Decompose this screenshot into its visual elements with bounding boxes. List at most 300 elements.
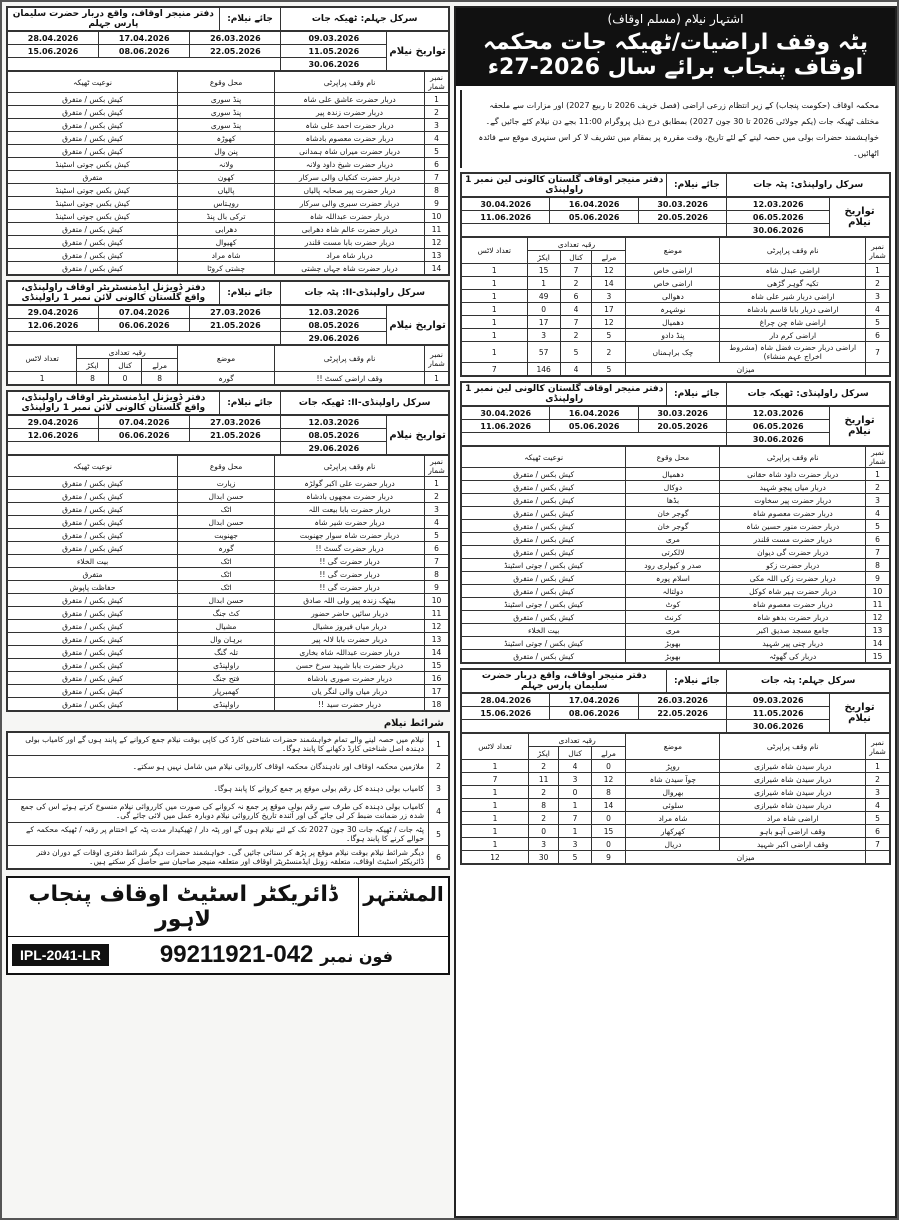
- kanal: 7: [560, 264, 592, 277]
- acre: 0: [528, 825, 558, 838]
- lots: 1: [462, 786, 529, 799]
- property-name: دربار حضرت شاہ سوار جھنوبت: [275, 529, 425, 542]
- serial-number: 6: [866, 533, 890, 546]
- lots: 1: [462, 277, 528, 290]
- location: حسن ابدال: [178, 594, 275, 607]
- auction-date: 08.06.2026: [550, 707, 638, 720]
- auction-date: 09.03.2026: [727, 694, 830, 707]
- kanal: 3: [559, 838, 591, 851]
- serial-number: 8: [866, 559, 890, 572]
- contract-type: کیش بکس / جوتی اسٹینڈ: [462, 637, 626, 650]
- auction-dates: [461, 693, 890, 733]
- venue-value: دفتر منیجر اوقاف گلستان کالونی لین نمبر 1 راولپنڈی: [462, 174, 667, 197]
- col-kanal: کنال: [559, 747, 591, 760]
- table-row: [8, 672, 449, 685]
- table-row: [462, 559, 890, 572]
- kanal: 0: [559, 786, 591, 799]
- col-marla: مرلے: [591, 747, 626, 760]
- terms-title: شرائط نیلام: [383, 718, 444, 729]
- auction-date: 15.06.2026: [462, 707, 550, 720]
- serial-number: 10: [866, 585, 890, 598]
- property-name: دربار میاں پیچو شہید: [720, 481, 866, 494]
- serial-number: 1: [425, 477, 449, 490]
- property-name: وقف اراضی آہو باہو: [720, 825, 866, 838]
- location: شاہ مراد: [178, 249, 275, 262]
- serial-number: 5: [866, 812, 890, 825]
- table-row: [8, 145, 449, 158]
- location: کٹ جنگ: [178, 607, 275, 620]
- venue-value: دفتر ڈویژنل ایڈمنسٹریٹر اوقاف راولپنڈی، واقع گلستان کالونی لائن نمبر 1 راولپنڈی: [8, 392, 220, 415]
- section-header: [7, 281, 449, 305]
- property-name: دربار حضرت بابا لالہ پیر: [275, 633, 425, 646]
- location: روہتاس: [178, 197, 275, 210]
- land-table: [7, 345, 449, 385]
- location: راولپنڈی: [178, 698, 275, 711]
- col-mauza: موضع: [626, 734, 720, 760]
- lots: 1: [462, 290, 528, 303]
- term-number: 3: [429, 778, 449, 800]
- term-text: کامیاب بولی دہندہ کل رقم بولی موقع پر جمع کروانے کا پابند ہوگا۔: [8, 778, 429, 800]
- table-row: [462, 773, 890, 786]
- section-rwp2-patta: [6, 280, 450, 386]
- contract-type: کیش بکس / متفرق: [8, 516, 178, 529]
- auction-date: 30.03.2026: [638, 198, 726, 211]
- kanal: 2: [560, 277, 592, 290]
- location: ترکی بال پنڈ: [178, 210, 275, 223]
- venue-value: دفتر منیجر اوقاف، واقع دربار حضرت سلیمان پارس جہلم: [8, 8, 220, 31]
- auction-date: 12.03.2026: [727, 407, 830, 420]
- auction-date: 29.04.2026: [8, 306, 99, 319]
- marla: 0: [591, 838, 626, 851]
- contract-type: کیش بکس / متفرق: [462, 533, 626, 546]
- serial-number: 2: [866, 773, 890, 786]
- auction-dates-label: تواریخ نیلام: [387, 306, 449, 345]
- col-property: نام وقف پراپرٹی: [275, 456, 425, 477]
- marla: 5: [592, 329, 626, 342]
- property-name: دربار میاں فیروز مشیال: [275, 620, 425, 633]
- term-text: کامیاب بولی دہندہ کی طرف سے رقم بولی موقع پر جمع نہ کروانے کی صورت میں کارروائی نیلام منسوخ کرتے ہوئے اس کی جمع شدہ زر ضمانت ضبط کر لی جائے گی اور آئندہ تاریخ کارروائی نیلام دوبارہ عمل میں لائی جائے گی۔: [8, 800, 429, 823]
- term-text: دیگر شرائط نیلام بوقت نیلام موقع پر پڑھ کر سنائی جائیں گی۔ خواہشمند حضرات دیگر شرائط دفتری اوقات کے دوران دفتر ڈائریکٹر اسٹیٹ اوقاف، متعلقہ زونل ایڈمنسٹریٹر اوقاف اور متعلقہ منیجر صاحبان سے حاصل کر سکتے ہیں۔: [8, 846, 429, 869]
- term-item: [8, 800, 449, 823]
- location: دولتالہ: [626, 585, 720, 598]
- property-name: تکیہ گوہر گڑھی: [720, 277, 866, 290]
- acre: 3: [527, 329, 560, 342]
- col-property: نام وقف پراپرٹی: [720, 734, 866, 760]
- auction-date: 20.05.2026: [638, 211, 726, 224]
- mauza: بھروال: [626, 786, 720, 799]
- serial-number: 17: [425, 685, 449, 698]
- acre: 17: [527, 316, 560, 329]
- contract-type: متفرق: [8, 171, 178, 184]
- term-number: 5: [429, 823, 449, 846]
- table-row: [8, 581, 449, 594]
- table-row: [8, 594, 449, 607]
- serial-number: 6: [866, 329, 890, 342]
- lots: 1: [462, 838, 529, 851]
- empty-cell: [8, 58, 281, 71]
- lots: 1: [462, 316, 528, 329]
- circle-title: سرکل جہلم: پٹہ جات: [727, 670, 890, 693]
- total-value: 9: [591, 851, 626, 864]
- lots: 1: [462, 329, 528, 342]
- auction-date: 05.06.2026: [550, 211, 638, 224]
- table-row: [8, 158, 449, 171]
- serial-number: 3: [866, 290, 890, 303]
- contract-type: کیش بکس / جوتی اسٹینڈ: [462, 598, 626, 611]
- property-name: دربار حضرت بابا مست قلندر: [275, 236, 425, 249]
- kanal: 4: [560, 303, 592, 316]
- kanal: 5: [560, 342, 592, 363]
- location: پالیاں: [178, 184, 275, 197]
- total-label: میزان: [626, 363, 866, 376]
- property-name: دربار سیدن شاہ شیرازی: [720, 799, 866, 812]
- col-serial: نمبر شمار: [866, 238, 890, 264]
- table-row: [462, 598, 890, 611]
- location: پنڈ سوری: [178, 93, 275, 106]
- terms-table: [7, 732, 449, 869]
- table-row: [462, 342, 890, 363]
- contract-type: حفاظت پاپوش: [8, 581, 178, 594]
- contract-type: کیش بکس جوتی اسٹینڈ: [8, 184, 178, 197]
- total-value: 5: [559, 851, 591, 864]
- property-name: اراضی دربار بابا قاسم بادشاہ: [720, 303, 866, 316]
- location: مری: [626, 533, 720, 546]
- mauza: سلوئی: [626, 799, 720, 812]
- location: کوٹ: [626, 598, 720, 611]
- serial-number: 9: [866, 572, 890, 585]
- table-row: [8, 236, 449, 249]
- property-name: دربار سیدن شاہ شیرازی: [720, 773, 866, 786]
- phone-number: [109, 941, 444, 969]
- term-item: [8, 756, 449, 778]
- marla: 0: [591, 760, 626, 773]
- location: اٹک: [178, 568, 275, 581]
- table-row: [8, 262, 449, 275]
- table-row: [462, 572, 890, 585]
- col-contract-type: نوعیت ٹھیکہ: [8, 72, 178, 93]
- location: پنن وال: [178, 145, 275, 158]
- property-name: دربار حضرت سید !!: [275, 698, 425, 711]
- property-name: دربار حضرت عاشق علی شاہ: [275, 93, 425, 106]
- lots: 1: [462, 812, 529, 825]
- table-row: [462, 520, 890, 533]
- auction-date: 12.03.2026: [727, 198, 830, 211]
- acre: 2: [528, 812, 558, 825]
- location: دوکال: [626, 481, 720, 494]
- location: کھون: [178, 171, 275, 184]
- advertiser-name: ڈائریکٹر اسٹیٹ اوقاف پنجاب لاہور: [28, 882, 338, 932]
- property-name: دربار چنی پیر شہید: [720, 637, 866, 650]
- contract-type: کیش بکس / متفرق: [8, 620, 178, 633]
- contract-type: کیش بکس / متفرق: [8, 477, 178, 490]
- location: اٹک: [178, 581, 275, 594]
- table-row: [8, 372, 449, 385]
- table-row: [8, 607, 449, 620]
- contract-type: کیش بکس / متفرق: [462, 468, 626, 481]
- auction-date: 17.04.2026: [550, 694, 638, 707]
- table-row: [462, 494, 890, 507]
- contract-type: کیش بکس / متفرق: [8, 646, 178, 659]
- marla: 12: [591, 773, 626, 786]
- property-name: دربار حضرت عبداللہ شاہ: [275, 210, 425, 223]
- property-name: دربار حضرت گی دیوان: [720, 546, 866, 559]
- land-table: [461, 733, 890, 864]
- lots: 1: [462, 303, 528, 316]
- serial-number: 3: [866, 786, 890, 799]
- table-row: [462, 533, 890, 546]
- col-property: نام وقف پراپرٹی: [275, 346, 425, 372]
- term-item: [8, 778, 449, 800]
- serial-number: 8: [425, 568, 449, 581]
- acre: 11: [528, 773, 558, 786]
- kanal: 7: [559, 812, 591, 825]
- auction-date: 06.05.2026: [727, 420, 830, 433]
- mauza: روپڑ: [626, 760, 720, 773]
- auction-date: 07.04.2026: [99, 416, 190, 429]
- property-name: دربار حضرت صوری بادشاہ: [275, 672, 425, 685]
- table-row: [8, 490, 449, 503]
- table-row: [8, 529, 449, 542]
- table-row: [462, 799, 890, 812]
- contract-type: بیت الخلاء: [8, 555, 178, 568]
- col-serial: نمبر شمار: [425, 456, 449, 477]
- table-row: [8, 197, 449, 210]
- table-row: [462, 637, 890, 650]
- location: بھوبڑ: [626, 650, 720, 663]
- table-row: [462, 264, 890, 277]
- property-name: دربار حضرت گی !!: [275, 568, 425, 581]
- auction-date: 21.05.2026: [190, 319, 281, 332]
- kanal: 4: [559, 760, 591, 773]
- total-value: 5: [592, 363, 626, 376]
- contract-type: کیش بکس / متفرق: [462, 585, 626, 598]
- empty-cell: [866, 851, 890, 864]
- col-kanal: کنال: [108, 359, 142, 372]
- auction-date: 06.06.2026: [99, 319, 190, 332]
- serial-number: 3: [866, 494, 890, 507]
- property-name: دربار حضرت بابا بیعت اللہ: [275, 503, 425, 516]
- location: مشیال: [178, 620, 275, 633]
- ipl-reference-badge: IPL-2041-LR: [12, 944, 109, 966]
- auction-date: 11.05.2026: [281, 45, 387, 58]
- property-name: دربار حضرت پیر سخاوت: [720, 494, 866, 507]
- col-property: نام وقف پراپرٹی: [720, 447, 866, 468]
- location: گوجر خان: [626, 520, 720, 533]
- serial-number: 1: [866, 468, 890, 481]
- table-row: [462, 825, 890, 838]
- serial-number: 3: [425, 119, 449, 132]
- venue-label: جائے نیلام:: [219, 282, 281, 305]
- table-row: [462, 624, 890, 637]
- property-name: دربار حضرت عالم شاہ دھرابی: [275, 223, 425, 236]
- term-item: [8, 733, 449, 756]
- header-banner: [456, 8, 895, 86]
- auction-date: 22.05.2026: [638, 707, 726, 720]
- serial-number: 16: [425, 672, 449, 685]
- contract-type: کیش بکس / متفرق: [8, 262, 178, 275]
- auction-date: 16.04.2026: [550, 407, 638, 420]
- col-mauza: موضع: [626, 238, 720, 264]
- table-row: [462, 838, 890, 851]
- table-row: [8, 685, 449, 698]
- location: اٹک: [178, 555, 275, 568]
- auction-dates-label: تواریخ نیلام: [830, 407, 890, 446]
- table-row: [8, 503, 449, 516]
- table-row: [462, 650, 890, 663]
- table-row: [462, 468, 890, 481]
- marla: 14: [592, 277, 626, 290]
- marla: 12: [592, 316, 626, 329]
- col-location: محل وقوع: [178, 456, 275, 477]
- auction-date: 30.04.2026: [462, 407, 550, 420]
- property-name: جامع مسجد صدیق اکبر: [720, 624, 866, 637]
- property-name: وقف اراضی اکبر شہید: [720, 838, 866, 851]
- serial-number: 13: [866, 624, 890, 637]
- empty-cell: [866, 363, 890, 376]
- location: تلہ گنگ: [178, 646, 275, 659]
- serial-number: 11: [425, 223, 449, 236]
- property-name: اراضی کرم دار: [720, 329, 866, 342]
- total-value: 7: [462, 363, 528, 376]
- contract-type: کیش بکس / متفرق: [8, 145, 178, 158]
- property-name: دربار میاں والی لنگر یاں: [275, 685, 425, 698]
- table-row: [462, 329, 890, 342]
- marla: 14: [591, 799, 626, 812]
- auction-date: 30.04.2026: [462, 198, 550, 211]
- table-row: [8, 132, 449, 145]
- auction-date: 05.06.2026: [550, 420, 638, 433]
- property-name: دربار سیدن شاہ شیرازی: [720, 786, 866, 799]
- term-item: [8, 823, 449, 846]
- property-name: اراضی دربار حضرت فضل شاہ (مشروط اخراج عہم منشاء): [720, 342, 866, 363]
- auction-date: 30.06.2026: [727, 433, 830, 446]
- auction-date: 30.03.2026: [638, 407, 726, 420]
- term-text: نیلام میں حصہ لینے والے تمام خواہشمند حضرات شناختی کارڈ کی کاپی بوقت نیلام جمع کروانے کے پابند ہوں گے اور کامیاب بولی دہندہ اصل شناختی کارڈ دکھانے کا پابند ہوگا۔: [8, 733, 429, 756]
- location: صدر و کیولری رود: [626, 559, 720, 572]
- serial-number: 10: [425, 210, 449, 223]
- auction-date: 12.06.2026: [8, 319, 99, 332]
- col-area: رقبہ تعدادی: [77, 346, 178, 359]
- lots: 1: [462, 342, 528, 363]
- table-row: [8, 210, 449, 223]
- serial-number: 12: [425, 620, 449, 633]
- table-row: [8, 106, 449, 119]
- contract-type: کیش بکس / متفرق: [462, 650, 626, 663]
- serial-number: 15: [866, 650, 890, 663]
- acre: 1: [527, 277, 560, 290]
- serial-number: 2: [425, 106, 449, 119]
- col-kanal: کنال: [560, 251, 592, 264]
- auction-date: 30.06.2026: [727, 224, 830, 237]
- location: دھرابی: [178, 223, 275, 236]
- serial-number: 9: [425, 197, 449, 210]
- contract-type: کیش بکس / متفرق: [8, 529, 178, 542]
- serial-number: 7: [425, 555, 449, 568]
- location: مری: [626, 624, 720, 637]
- section-header: [461, 173, 890, 197]
- contract-type: کیش بکس / متفرق: [8, 93, 178, 106]
- serial-number: 15: [425, 659, 449, 672]
- section-rwp-patta: [460, 172, 891, 377]
- location: حسن ابدال: [178, 490, 275, 503]
- table-row: [462, 303, 890, 316]
- acre: 57: [527, 342, 560, 363]
- col-serial: نمبر شمار: [866, 734, 890, 760]
- location: گورہ: [178, 542, 275, 555]
- kanal: 6: [560, 290, 592, 303]
- property-name: دربار سائیں حاضر حضور: [275, 607, 425, 620]
- table-row: [8, 477, 449, 490]
- serial-number: 5: [425, 529, 449, 542]
- location: حسن ابدال: [178, 516, 275, 529]
- serial-number: 14: [425, 262, 449, 275]
- advertiser-box: [6, 876, 450, 975]
- acre: 2: [528, 786, 558, 799]
- property-name: دربار حضرت داود شاہ حقانی: [720, 468, 866, 481]
- venue-label: جائے نیلام:: [219, 392, 281, 415]
- intro-paragraph: محکمہ اوقاف (حکومت پنجاب) کے زیر انتظام زرعی اراضی (فصل خریف 2026 تا ربیع 2027) اور مزارات سے ملحقہ مختلف ٹھیکہ جات (یکم جولائی 2026 تا 30 جون 2027) بمطابق درج ذیل پروگرام 11:00 بجے دن نیلام کئے جائیں گے۔ خواہشمند حضرات بولی میں حصہ لینے کے لئے تاریخ، وقت مقررہ پر بمقام میں تشریف لا کر اس سنہری موقع سے فائدہ اٹھائیں۔: [460, 90, 891, 168]
- serial-number: 11: [866, 598, 890, 611]
- term-number: 2: [429, 756, 449, 778]
- table-row: [462, 290, 890, 303]
- auction-date: 22.05.2026: [190, 45, 281, 58]
- acre: 8: [528, 799, 558, 812]
- location: کھوڑہ: [178, 132, 275, 145]
- venue-label: جائے نیلام:: [667, 670, 727, 693]
- auction-dates: [461, 406, 890, 446]
- location: دھمیال: [626, 468, 720, 481]
- table-row: [8, 171, 449, 184]
- auction-date: 28.04.2026: [8, 32, 99, 45]
- property-name: بیٹھک زندہ پیر ولی اللہ صادق: [275, 594, 425, 607]
- section-jhelum-theka: [6, 6, 450, 276]
- table-row: [462, 316, 890, 329]
- contract-type: کیش بکس / متفرق: [8, 542, 178, 555]
- table-row: [462, 481, 890, 494]
- venue-value: دفتر منیجر اوقاف، واقع دربار حضرت سلیمان پارس جہلم: [462, 670, 667, 693]
- auction-date: 16.04.2026: [550, 198, 638, 211]
- contract-type: کیش بکس / متفرق: [462, 520, 626, 533]
- property-name: دربار حضرت کنکیاں والی سرکار: [275, 171, 425, 184]
- serial-number: 11: [425, 607, 449, 620]
- section-rwp-theka: [460, 381, 891, 664]
- location: کرنٹ: [626, 611, 720, 624]
- table-row: [8, 223, 449, 236]
- auction-date: 20.05.2026: [638, 420, 726, 433]
- term-number: 6: [429, 846, 449, 869]
- col-acre: ایکڑ: [527, 251, 560, 264]
- serial-number: 5: [866, 316, 890, 329]
- col-contract-type: نوعیت ٹھیکہ: [8, 456, 178, 477]
- marla: 17: [592, 303, 626, 316]
- lots: 1: [8, 372, 77, 385]
- section-header: [461, 669, 890, 693]
- acre: 0: [527, 303, 560, 316]
- mauza: چوآ سیدن شاہ: [626, 773, 720, 786]
- term-text: پٹہ جات / ٹھیکہ جات 30 جون 2027 تک کے لئے نیلام ہوں گے اور پٹہ دار / ٹھیکیدار مدت پٹہ کے اختتام پر رقبہ / ٹھیکہ محکمہ کے حوالے کرنے کا پابند ہوگا۔: [8, 823, 429, 846]
- mauza: شاہ مراد: [626, 812, 720, 825]
- serial-number: 7: [425, 171, 449, 184]
- contract-type: کیش بکس / متفرق: [8, 249, 178, 262]
- contract-type: کیش بکس / متفرق: [8, 490, 178, 503]
- table-row: [462, 812, 890, 825]
- contract-type: بیت الخلاء: [462, 624, 626, 637]
- auction-dates-label: تواریخ نیلام: [387, 416, 449, 455]
- col-area: رقبہ تعدادی: [527, 238, 626, 251]
- mauza: پنڈ دادو: [626, 329, 720, 342]
- property-name: دربار حضرت بدھو شاہ: [720, 611, 866, 624]
- terms-section: [6, 731, 450, 870]
